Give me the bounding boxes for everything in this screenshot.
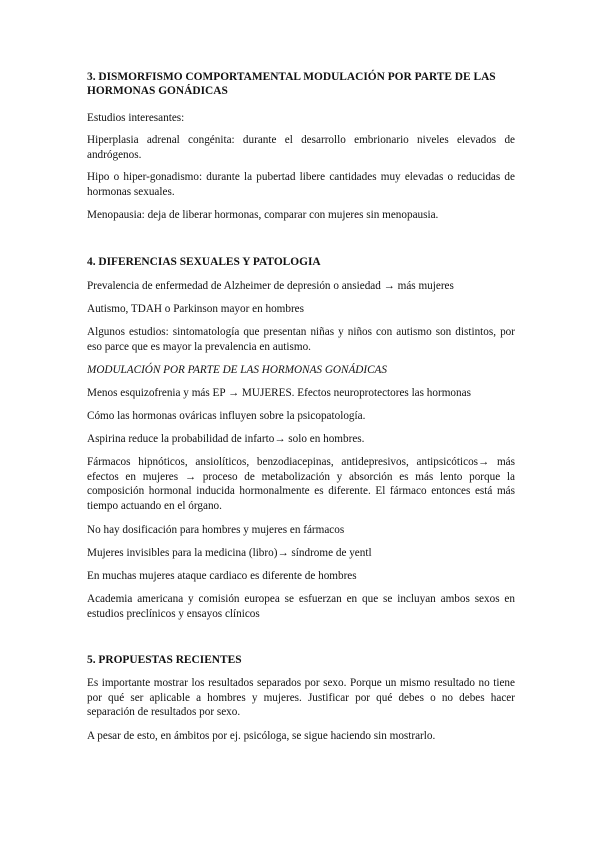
s4-paragraph-5: Menos esquizofrenia y más EP → MUJERES. Efectos neuroprotectores las hormonas — [87, 387, 471, 399]
s3-paragraph-2: Hiperplasia adrenal congénita: durante el desarrollo embrionario niveles elevados de andrógenos. — [87, 134, 515, 161]
s4-paragraph-1: Prevalencia de enfermedad de Alzheimer de depresión o ansiedad → más mujeres — [87, 280, 454, 292]
s5-paragraph-1: Es importante mostrar los resultados separados por sexo. Porque un mismo resultado no tiene por qué ser aplicable a hombres y mujeres. Justificar por qué debes o no debes hacer separación de resultados por sexo. — [87, 677, 515, 718]
s4-paragraph-9: No hay dosificación para hombres y mujeres en fármacos — [87, 524, 345, 536]
s3-paragraph-1: Estudios interesantes: — [87, 112, 185, 124]
section-4-heading: 4. DIFERENCIAS SEXUALES Y PATOLOGIA — [87, 256, 321, 268]
s4-paragraph-12: Academia americana y comisión europea se esfuerzan en que se incluyan ambos sexos en estudios preclínicos y ensayos clínicos — [87, 593, 515, 620]
s4-paragraph-3: Algunos estudios: sintomatología que presentan niñas y niños con autismo son distintos, por eso parce que es mayor la prevalencia en autismo. — [87, 326, 515, 353]
s4-paragraph-8: Fármacos hipnóticos, ansiolíticos, benzodiacepinas, antidepresivos, antipsicóticos→ más efectos en mujeres → proceso de metabolización y absorción es más lento porque la composición hormonal inducida hormonalmente es diferente. El fármaco entonces está más tiempo actuando en el órgano. — [87, 456, 515, 512]
s4-subheading-italic: MODULACIÓN POR PARTE DE LAS HORMONAS GONÁDICAS — [87, 364, 387, 376]
s5-paragraph-2: A pesar de esto, en ámbitos por ej. psicóloga, se sigue haciendo sin mostrarlo. — [87, 730, 436, 742]
s4-paragraph-2: Autismo, TDAH o Parkinson mayor en hombres — [87, 303, 304, 315]
s3-paragraph-3: Hipo o hiper-gonadismo: durante la pubertad libere cantidades muy elevadas o reducidas de hormonas sexuales. — [87, 171, 515, 198]
s4-paragraph-10: Mujeres invisibles para la medicina (libro)→ síndrome de yentl — [87, 547, 372, 559]
section-3-heading: 3. DISMORFISMO COMPORTAMENTAL MODULACIÓN POR PARTE DE LAS HORMONAS GONÁDICAS — [87, 71, 496, 97]
s4-paragraph-7: Aspirina reduce la probabilidad de infarto→ solo en hombres. — [87, 433, 365, 445]
s3-paragraph-4: Menopausia: deja de liberar hormonas, comparar con mujeres sin menopausia. — [87, 209, 439, 221]
s4-paragraph-6: Cómo las hormonas ováricas influyen sobre la psicopatología. — [87, 410, 366, 422]
section-5-heading: 5. PROPUESTAS RECIENTES — [87, 654, 242, 666]
s4-paragraph-11: En muchas mujeres ataque cardiaco es diferente de hombres — [87, 570, 357, 582]
